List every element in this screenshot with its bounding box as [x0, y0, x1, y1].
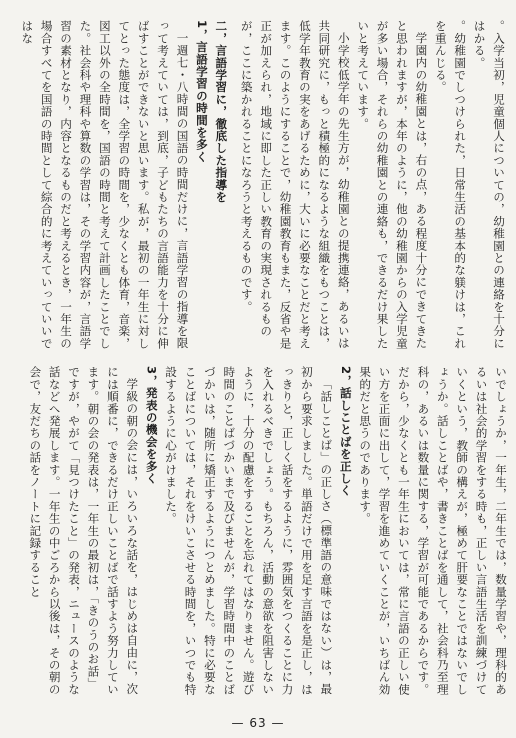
upper-text-block: [8, 20, 508, 355]
lower-text-block: [10, 366, 510, 701]
body-paragraph: 小学校低学年の先生方が，幼稚園との提携連絡，あるいは共同研究に，もっと積極的になるような組織をもつことは，低学年教育の実をあげるために，大いに必要なことだと考えます。このようにすることで，幼稚園教育もまた，反省や是正が加えられ，地域に即した正しい教育の実現されるものが，ここに築かれることになろうと考えるものです。: [239, 20, 351, 350]
body-paragraph-continued: いでしょうか，一年生，二年生では，数量学習や，理科的あるいは社会的学習をする時も，正しい言語生活を訓練づけていくという，教師の構えが，極めて肝要なことではないでしょうか。話しことばや，書きことばを通して，社会科乃至理科の，あるいは数量に関する，学習が可能であるからです。だから，少なくとも一年生においては，常に言語の正しい使い方を正面に出して，学習を進めていくことが，いちばん効果的だと思うのであります。: [358, 366, 508, 696]
body-paragraph: 「話しことば」の正しさ（標準語の意味ではない）は，最初から要求しました。単語だけで用を足す言語を是正し，はっきりと，正しく話をするように，雰囲気をつくることに力を入れるべきでしょう。もちろん，活動の意欲を阻害しないように，十分の配慮をすることを忘れてはなりません。遊び時間のことばづかいまで及びませんが，学習時間中のことばづかいは，随所に矯正するようにつとめました。特に必要なことばについては，それをけいこさせる時間を，いつでも特設するように心がけました。: [164, 366, 334, 696]
body-paragraph: 学園内の幼稚園とは，右の点，ある程度十分にできてきたと思われますが，本年のように，他の幼稚園からの入学児童が多い場合，それらの幼稚園との連絡も，できるだけ果したいと考えています。: [356, 20, 429, 350]
subsection-heading: 2，話しことばを正しく: [338, 366, 353, 497]
bullet-paragraph-2: 。幼稚園でしつけられた，日常生活の基本的な躾けは，これを重んじる。: [433, 20, 468, 350]
page-number: — 63 —: [231, 716, 285, 730]
body-paragraph: 一週七・八時間の国語の時間だけに，言語学習の指導を限って考えていては，到底，子どもたちの言語能力を十分に伸ばすことができないと思います。私が，最初の一年生に対してとった態度は，全学習の時間を，少なくとも体育，音楽，図工以外の全時間を，国語の時間と考えて計画したことでした。社会科や理科や算数の学習は，その学習内容が，言語学習の素材となり，内容となるものだと考えるとき，一年生の場合すべてを国語の時間として綜合的に考えていっていいではな: [20, 20, 190, 350]
bullet-paragraph-1: 。入学当初，児童個人についての，幼稚園との連絡を十分にはかる。: [472, 20, 506, 350]
section-heading: 二，言語学習に，徹底した指導を: [214, 20, 229, 203]
body-paragraph: 学級の朝の会には，いろいろな話を，はじめは自由に，次には順番に，できるだけ正しいことばで話すよう努力しています。朝の会の発表は，一年生の最初は，「きのうのお話」ですが，やがて「見つけたこと」の発表，ニュースのような話などへ発展します。一年生の中ごろから以後は，その朝の会で，友だちの話をノートに記録すること: [28, 366, 140, 696]
subsection-heading: 1，言語学習の時間を多く: [194, 20, 209, 163]
subsection-heading: 3，発表の機会を多く: [144, 366, 159, 485]
